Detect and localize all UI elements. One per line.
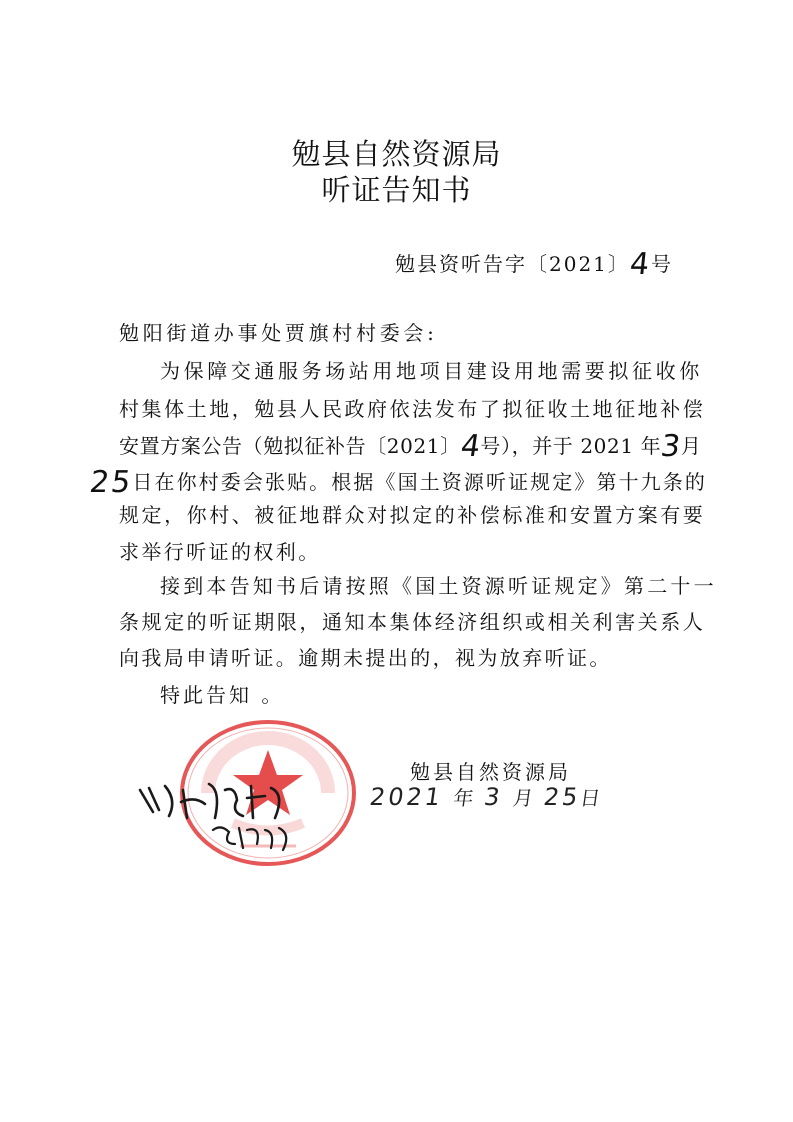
paragraph-1-line-6: 求举行听证的权利。 (119, 540, 321, 564)
paragraph-2-line-1: 接到本告知书后请按照《国土资源听证规定》第二十一 (160, 574, 717, 598)
closing-text: 特此告知 。 (160, 683, 285, 707)
month-label: 月 (680, 434, 702, 458)
paragraph-1-line-3 (119, 426, 702, 464)
paragraph-1-line-4-text: 日在你村委会张贴。根据《国土资源听证规定》第十九条的 (132, 470, 707, 494)
paragraph-2-line-3: 向我局申请听证。逾期未提出的，视为放弃听证。 (119, 646, 612, 670)
paragraph-1-line-1: 为保障交通服务场站用地项目建设用地需要拟征收你 (160, 359, 703, 383)
issuer-name: 勉县自然资源局 (410, 760, 571, 784)
paragraph-1-line-5: 规定，你村、被征地群众对拟定的补偿标准和安置方案有要 (119, 503, 706, 527)
announcement-number-handwritten: 4 (458, 429, 483, 464)
document-number-suffix: 号 (651, 252, 673, 276)
date-month-label: 月 (511, 786, 535, 810)
date-year: 2021 (367, 783, 445, 811)
date-year-label: 年 (451, 786, 476, 810)
handwritten-signature (125, 760, 335, 860)
document-number-prefix: 勉县资听告字〔2021〕 (395, 252, 630, 276)
paragraph-2-line-2: 条规定的听证期限，通知本集体经济组织或相关利害关系人 (119, 610, 706, 634)
document-title: 听证告知书 (321, 173, 472, 207)
date-month: 3 (482, 783, 505, 811)
date-day-label: 日 (578, 786, 602, 810)
paragraph-1-line-4 (87, 462, 707, 500)
month-handwritten: 3 (658, 429, 684, 464)
announcement-number-prefix: 安置方案公告（勉拟征补告〔2021〕 (119, 434, 461, 458)
announcement-date-text: 号），并于 2021 年 (480, 434, 662, 458)
day-handwritten: 25 (87, 465, 135, 500)
date-day: 25 (541, 783, 583, 811)
document-number-handwritten: 4 (628, 247, 653, 282)
paragraph-1-line-2: 村集体土地，勉县人民政府依法发布了拟征收土地征地补偿 (119, 397, 706, 421)
org-title: 勉县自然资源局 (291, 137, 502, 171)
recipient-line: 勉阳街道办事处贾旗村村委会: (119, 321, 438, 345)
document-number (395, 244, 673, 282)
issue-date (368, 782, 603, 811)
